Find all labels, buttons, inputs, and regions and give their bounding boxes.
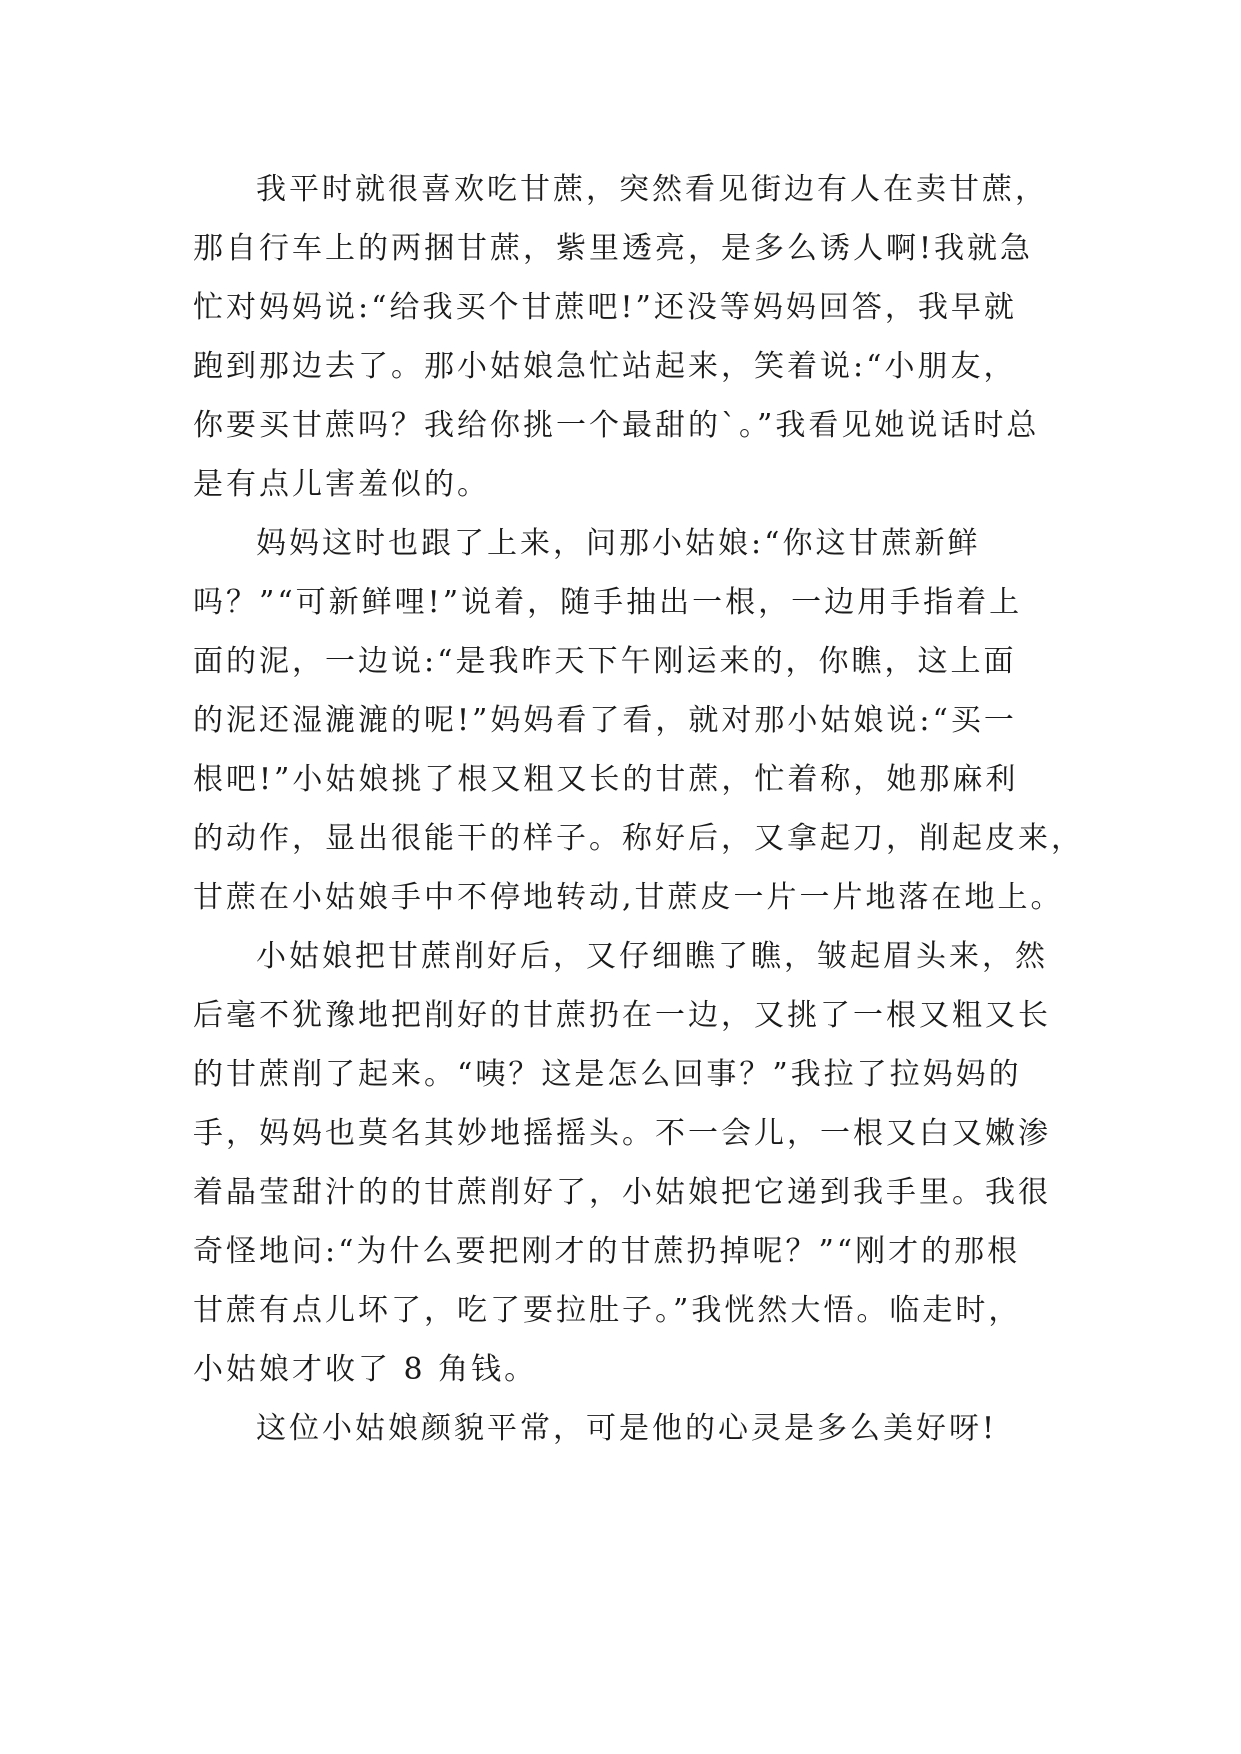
text-line: 小姑娘把甘蔗削好后，又仔细瞧了瞧，皱起眉头来，然	[256, 939, 1048, 974]
text-line: 甘蔗有点儿坏了，吃了要拉肚子。”我恍然大悟。临走时，	[193, 1293, 1022, 1328]
text-line: 的甘蔗削了起来。“咦？这是怎么回事？”我拉了拉妈妈的	[193, 1057, 1022, 1092]
text-line: 的动作，显出很能干的样子。称好后，又拿起刀，削起皮来，	[193, 821, 1084, 856]
story-body	[193, 160, 1084, 1458]
text-line: 手，妈妈也莫名其妙地摇摇头。不一会儿，一根又白又嫩渗	[193, 1116, 1051, 1151]
text-line: 奇怪地问:“为什么要把刚才的甘蔗扔掉呢？”“刚才的那根	[193, 1234, 1021, 1269]
text-line: 着晶莹甜汁的的甘蔗削好了，小姑娘把它递到我手里。我很	[193, 1175, 1051, 1210]
text-line: 根吧!”小姑娘挑了根又粗又长的甘蔗，忙着称，她那麻利	[193, 762, 1019, 797]
text-line: 后毫不犹豫地把削好的甘蔗扔在一边，又挑了一根又粗又长	[193, 998, 1051, 1033]
text-line: 的泥还湿漉漉的呢!”妈妈看了看，就对那小姑娘说:“买一	[193, 703, 1017, 738]
text-line: 忙对妈妈说:“给我买个甘蔗吧!”还没等妈妈回答，我早就	[193, 290, 1017, 325]
text-line: 这位小姑娘颜貌平常，可是他的心灵是多么美好呀!	[256, 1411, 998, 1446]
text-line: 那自行车上的两捆甘蔗，紫里透亮，是多么诱人啊!我就急	[193, 231, 1034, 266]
text-line: 甘蔗在小姑娘手中不停地转动,甘蔗皮一片一片地落在地上。	[193, 880, 1064, 915]
text-line: 我平时就很喜欢吃甘蔗，突然看见街边有人在卖甘蔗，	[256, 172, 1048, 207]
text-line: 妈妈这时也跟了上来，问那小姑娘:“你这甘蔗新鲜	[256, 526, 981, 561]
text-line: 是有点儿害羞似的。	[193, 467, 490, 502]
text-line: 面的泥，一边说:“是我昨天下午刚运来的，你瞧，这上面	[193, 644, 1017, 679]
text-line: 跑到那边去了。那小姑娘急忙站起来，笑着说:“小朋友，	[193, 349, 1017, 384]
text-line: 吗？”“可新鲜哩!”说着，随手抽出一根，一边用手指着上	[193, 585, 1023, 620]
text-line: 你要买甘蔗吗？我给你挑一个最甜的`。”我看见她说话时总	[193, 408, 1040, 443]
text-line: 小姑娘才收了 8 角钱。	[193, 1352, 538, 1387]
